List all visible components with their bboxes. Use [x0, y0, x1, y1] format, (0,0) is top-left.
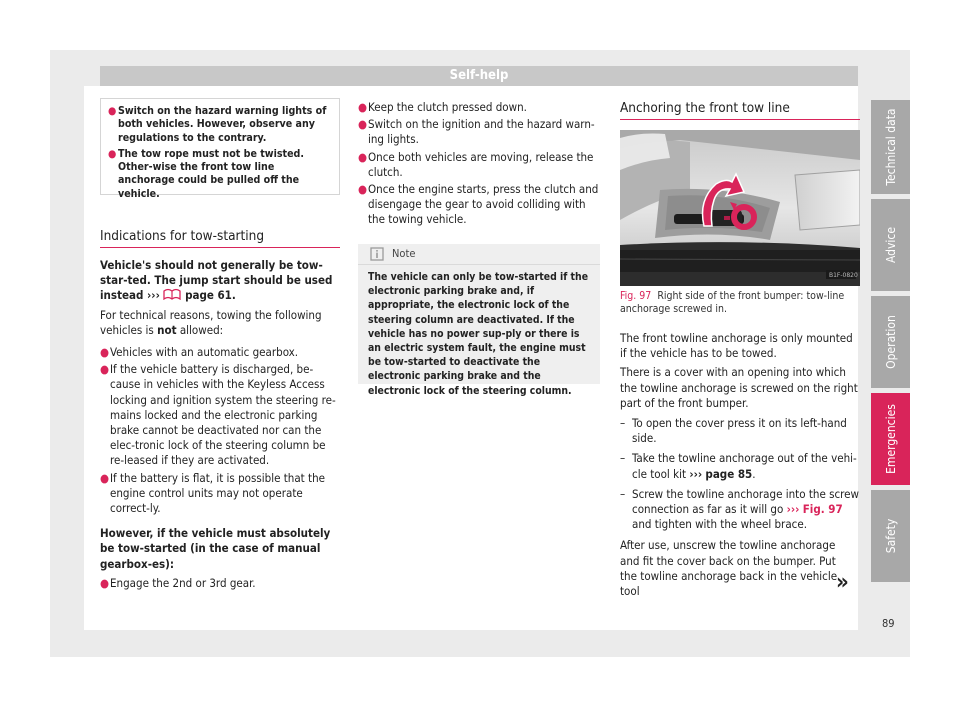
list-text: If the battery is flat, it is possible that the engine control units may not operate correct-ly. [110, 470, 326, 516]
page-header: Self-help [100, 66, 858, 86]
page-number: 89 [882, 617, 895, 630]
note-header [358, 244, 600, 265]
dash-glyph: – [620, 416, 626, 431]
bullet-icon: ● [358, 100, 368, 114]
list-item [100, 345, 342, 360]
arrow-glyph: ››› [147, 288, 160, 303]
tab-label: Advice [883, 227, 898, 263]
tab-label: Emergencies [883, 404, 898, 474]
paragraph: There is a cover with an opening into which the towline anchorage is screwed on the right part of the front bumper. [620, 365, 858, 410]
bullet-icon: ● [108, 105, 117, 117]
arrow-glyph: ››› [689, 466, 703, 481]
bullet-icon: ● [108, 147, 117, 160]
list-text: If the vehicle battery is discharged, be-cause in vehicles with the Keyless Access locking and ignition system the steering re-mains locked and the electronic parking brake cannot be deactivated nor can the elec-tronic lock of the steering column be re-leased if they are activated. [110, 362, 336, 468]
figure-label: Fig. 97 [620, 290, 652, 302]
step-text: Screw the towline anchorage into the screw connection as far as it will go [632, 486, 860, 517]
list-text: Keep the clutch pressed down. [368, 100, 527, 114]
list-item [100, 471, 342, 517]
note-box [358, 244, 600, 397]
bullet-icon: ● [100, 470, 110, 485]
bumper-photo [620, 130, 860, 286]
bullet-icon: ● [358, 182, 368, 197]
list-item [358, 100, 602, 115]
right-column [620, 331, 862, 603]
reasons-paragraph [100, 308, 342, 338]
caption-text: Right side of the front bumper: tow-line anchorage screwed in. [620, 290, 845, 315]
paragraph: The front towline anchorage is only mounted if the vehicle has to be towed. [620, 331, 853, 361]
continued-mark: » [836, 570, 849, 595]
list-item [100, 576, 342, 591]
bullet-icon: ● [358, 149, 368, 164]
anchoring-heading: Anchoring the front tow line [620, 100, 790, 116]
list-text: Vehicles with an automatic gearbox. [110, 345, 299, 360]
step-text: and tighten with the wheel brace. [632, 517, 807, 532]
warning-item [108, 148, 332, 201]
tab-operation[interactable] [871, 296, 910, 388]
tow-start-heading: Indications for tow-starting [100, 228, 265, 244]
bumper-illustration [620, 130, 860, 286]
tab-advice[interactable] [871, 199, 910, 291]
note-text: The vehicle can only be tow-started if the electronic parking brake and, if appropriate, the electronic lock of the steering column are deactivated. If the vehicle has no power sup-ply or there is an electric system fault, the engine must be tow-started to deactivate the electronic parking brake and the electronic lock of the steering column. [368, 271, 589, 397]
reasons-text: For technical reasons, towing the following vehicles is [100, 307, 322, 337]
bullet-icon: ● [100, 362, 110, 377]
tab-label: Operation [883, 315, 898, 369]
step-item [620, 487, 862, 533]
step-item: – Take the towline anchorage out of the vehi-cle tool kit ››› page 85. [620, 451, 857, 481]
page-61-link[interactable]: page 61 [185, 288, 232, 303]
bullet-icon: ● [100, 345, 110, 360]
bullet-icon: ● [100, 575, 110, 590]
page-85-link[interactable]: page 85 [705, 466, 753, 481]
middle-column [358, 100, 602, 230]
warning-text: Switch on the hazard warning lights of both vehicles. However, observe any regulations to the contrary. [118, 105, 327, 144]
tab-emergencies[interactable] [871, 393, 910, 485]
list-text: Switch on the ignition and the hazard warn-ing lights. [368, 117, 595, 147]
info-icon [370, 247, 384, 261]
tab-technical-data[interactable] [871, 100, 910, 194]
list-item [358, 182, 602, 228]
list-item [358, 117, 602, 147]
warning-item [108, 105, 332, 145]
figure-caption [620, 290, 856, 316]
list-text: Once both vehicles are moving, release the clutch. [368, 149, 594, 179]
heading-rule [620, 119, 860, 120]
reasons-text: allowed: [179, 322, 224, 337]
list-text: Engage the 2nd or 3rd gear. [110, 575, 256, 590]
tab-label: Safety [883, 518, 898, 554]
warning-box [100, 98, 340, 200]
bullet-icon: ● [358, 117, 368, 132]
list-item [358, 150, 602, 180]
dash-glyph: – [620, 486, 626, 501]
dash-glyph: – [620, 451, 626, 466]
intro-text: Vehicle's should not generally be tow-star-ted. The jump start should be used instead [100, 258, 333, 303]
reasons-not: not [157, 322, 177, 337]
warning-text: The tow rope must not be twisted. Other-wise the front tow line anchorage could be pulled off the vehicle. [118, 147, 304, 200]
tab-label: Technical data [883, 108, 898, 186]
arrow-glyph: ››› [786, 502, 800, 517]
manual-paragraph: However, if the vehicle must absolutely be tow-started (in the case of manual gearbox-es): [100, 526, 331, 571]
fig-97-link[interactable]: Fig. 97 [802, 502, 843, 517]
step-text: Take the towline anchorage out of the vehi-cle tool kit [632, 451, 857, 481]
note-title: Note [392, 247, 416, 260]
step-item [620, 416, 862, 446]
image-code: B1F-0820 [829, 272, 858, 279]
step-text: To open the cover press it on its left-hand side. [632, 416, 847, 446]
intro-paragraph: Vehicle's should not generally be tow-star-ted. The jump start should be used instead ››› page 61. [100, 258, 333, 303]
left-column [100, 258, 342, 593]
tab-safety[interactable] [871, 490, 910, 582]
list-text: Once the engine starts, press the clutch and disengage the gear to avoid colliding with the towing vehicle. [368, 182, 599, 227]
list-item [100, 362, 342, 468]
book-icon [163, 288, 181, 300]
paragraph: After use, unscrew the towline anchorage and fit the cover back on the bumper. Put the towline anchorage back in the vehicle tool [620, 538, 838, 599]
heading-rule [100, 247, 340, 248]
